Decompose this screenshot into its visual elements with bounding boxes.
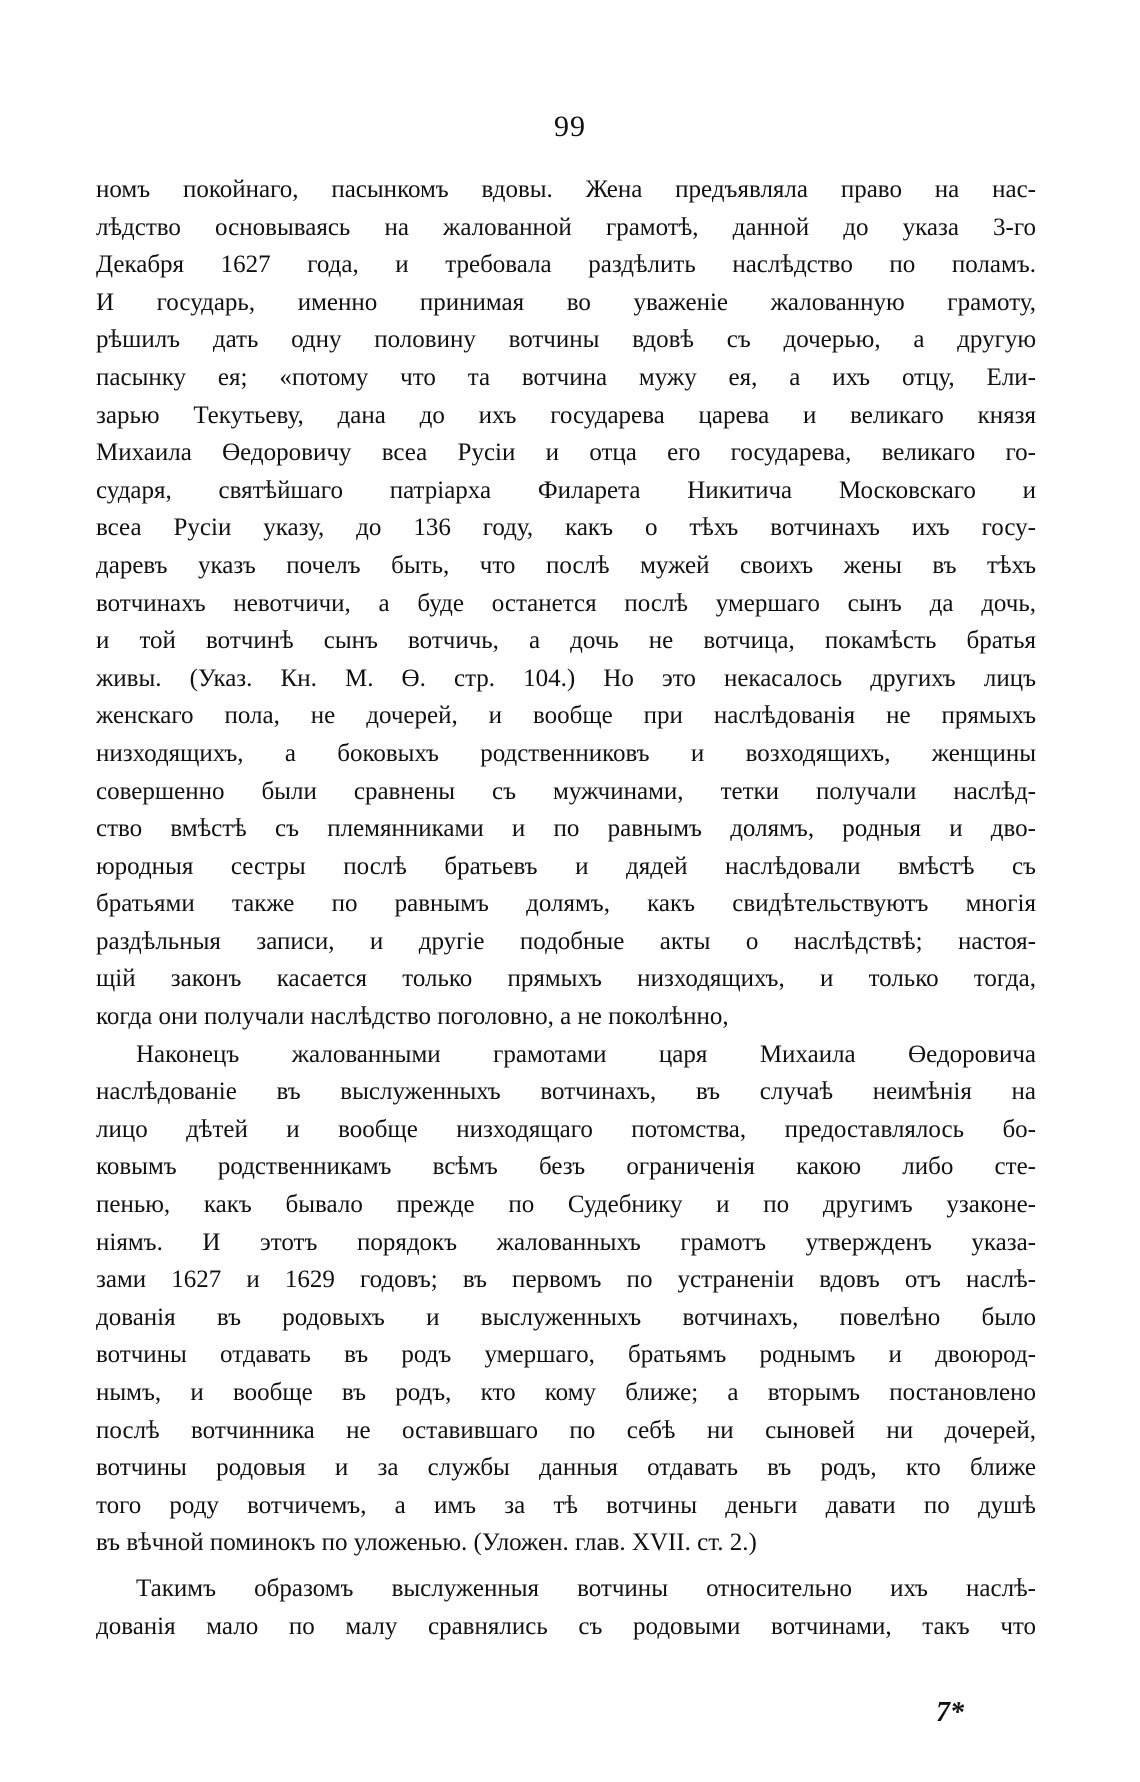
- text-line: Наконецъ жалованными грамотами царя Михаила Өедоровича: [136, 1040, 1036, 1068]
- text-line: всеа Русіи указу, до 136 году, какъ о тѣхъ вотчинахъ ихъ госу-: [96, 514, 1036, 542]
- text-line: лицо дѣтей и вообще низходящаго потомства, предоставлялось бо-: [96, 1115, 1036, 1143]
- text-line: даревъ указъ почелъ быть, что послѣ мужей своихъ жены въ тѣхъ: [96, 551, 1036, 579]
- paragraph-1: [96, 171, 1036, 1036]
- text-line: сударя, святѣйшаго патріарха Филарета Никитича Московскаго и: [96, 476, 1036, 504]
- text-line: дованія мало по малу сравнялись съ родовыми вотчинами, такъ что: [96, 1612, 1036, 1640]
- text-line: того роду вотчичемъ, а имъ за тѣ вотчины деньги давати по душѣ: [96, 1491, 1036, 1519]
- text-line: юродныя сестры послѣ братьевъ и дядей наслѣдовали вмѣстѣ съ: [96, 852, 1036, 880]
- text-line: нымъ, и вообще въ родъ, кто кому ближе; а вторымъ постановлено: [96, 1379, 1036, 1406]
- text-line: пасынку ея; «потому что та вотчина мужу ея, а ихъ отцу, Ели-: [96, 363, 1036, 391]
- text-line: вотчины отдавать въ родъ умершаго, братьямъ роднымъ и двоюрод-: [96, 1341, 1036, 1369]
- text-line: вотчины родовыя и за службы данныя отдавать въ родъ, кто ближе: [96, 1454, 1036, 1482]
- text-line: Декабря 1627 года, и требовала раздѣлить наслѣдство по поламъ.: [96, 251, 1036, 279]
- text-line: рѣшилъ дать одну половину вотчины вдовѣ съ дочерью, а другую: [96, 326, 1036, 354]
- paragraph-3: [96, 1570, 1036, 1645]
- text-line: Михаила Өедоровичу всеа Русіи и отца его государева, великаго го-: [96, 439, 1036, 467]
- text-line: низходящихъ, а боковыхъ родственниковъ и возходящихъ, женщины: [96, 739, 1036, 767]
- signature-mark: 7*: [936, 1697, 964, 1728]
- text-line: зами 1627 и 1629 годовъ; въ первомъ по устраненіи вдовъ отъ наслѣ-: [96, 1266, 1036, 1294]
- text-line: лѣдство основываясь на жалованной грамотѣ, данной до указа 3-го: [96, 213, 1036, 241]
- text-line: дованія въ родовыхъ и выслуженныхъ вотчинахъ, повелѣно было: [96, 1303, 1036, 1331]
- text-line: ковымъ родственникамъ всѣмъ безъ ограниченія какою либо сте-: [96, 1153, 1036, 1181]
- body-text: [96, 171, 1036, 1645]
- text-line: раздѣльныя записи, и другіе подобные акты о наслѣдствѣ; настоя-: [96, 927, 1036, 955]
- text-line: женскаго пола, не дочерей, и вообще при наслѣдованія не прямыхъ: [96, 702, 1036, 730]
- text-line: живы. (Указ. Кн. М. Ө. стр. 104.) Но это некасалось другихъ лицъ: [96, 664, 1036, 692]
- text-line: ніямъ. И этотъ порядокъ жалованныхъ грамотъ утвержденъ указа-: [96, 1228, 1036, 1256]
- text-line: послѣ вотчинника не оставившаго по себѣ ни сыновей ни дочерей,: [96, 1416, 1036, 1444]
- text-line: зарью Текутьеву, дана до ихъ государева царева и великаго князя: [96, 401, 1036, 429]
- text-line: ство вмѣстѣ съ племянниками и по равнымъ долямъ, родныя и дво-: [96, 815, 1036, 843]
- text-line: щій законъ касается только прямыхъ низходящихъ, и только тогда,: [96, 965, 1036, 993]
- text-line: и той вотчинѣ сынъ вотчичь, а дочь не вотчица, покамѣсть братья: [96, 627, 1036, 655]
- paragraph-gap: [96, 1562, 1036, 1570]
- page-number: 99: [554, 110, 586, 143]
- text-line: вотчинахъ невотчичи, а буде останется послѣ умершаго сынъ да дочь,: [96, 589, 1036, 617]
- text-line: И государь, именно принимая во уваженіе жалованную грамоту,: [96, 288, 1036, 316]
- text-line: номъ покойнаго, пасынкомъ вдовы. Жена предъявляла право на нас-: [96, 176, 1036, 203]
- text-line: пенью, какъ бывало прежде по Судебнику и по другимъ узаконе-: [96, 1191, 1036, 1219]
- text-line: братьями также по равнымъ долямъ, какъ свидѣтельствуютъ многія: [96, 890, 1036, 918]
- paragraph-2: [96, 1036, 1036, 1562]
- text-line: въ вѣчной поминокъ по уложенью. (Уложен. глав. XVII. ст. 2.): [96, 1529, 757, 1557]
- text-line: Такимъ образомъ выслуженныя вотчины относительно ихъ наслѣ-: [136, 1574, 1036, 1602]
- text-line: когда они получали наслѣдство поголовно, а не поколѣнно,: [96, 1003, 729, 1031]
- text-line: совершенно были сравнены съ мужчинами, тетки получали наслѣд-: [96, 777, 1036, 805]
- text-line: наслѣдованіе въ выслуженныхъ вотчинахъ, въ случаѣ неимѣнія на: [96, 1078, 1036, 1106]
